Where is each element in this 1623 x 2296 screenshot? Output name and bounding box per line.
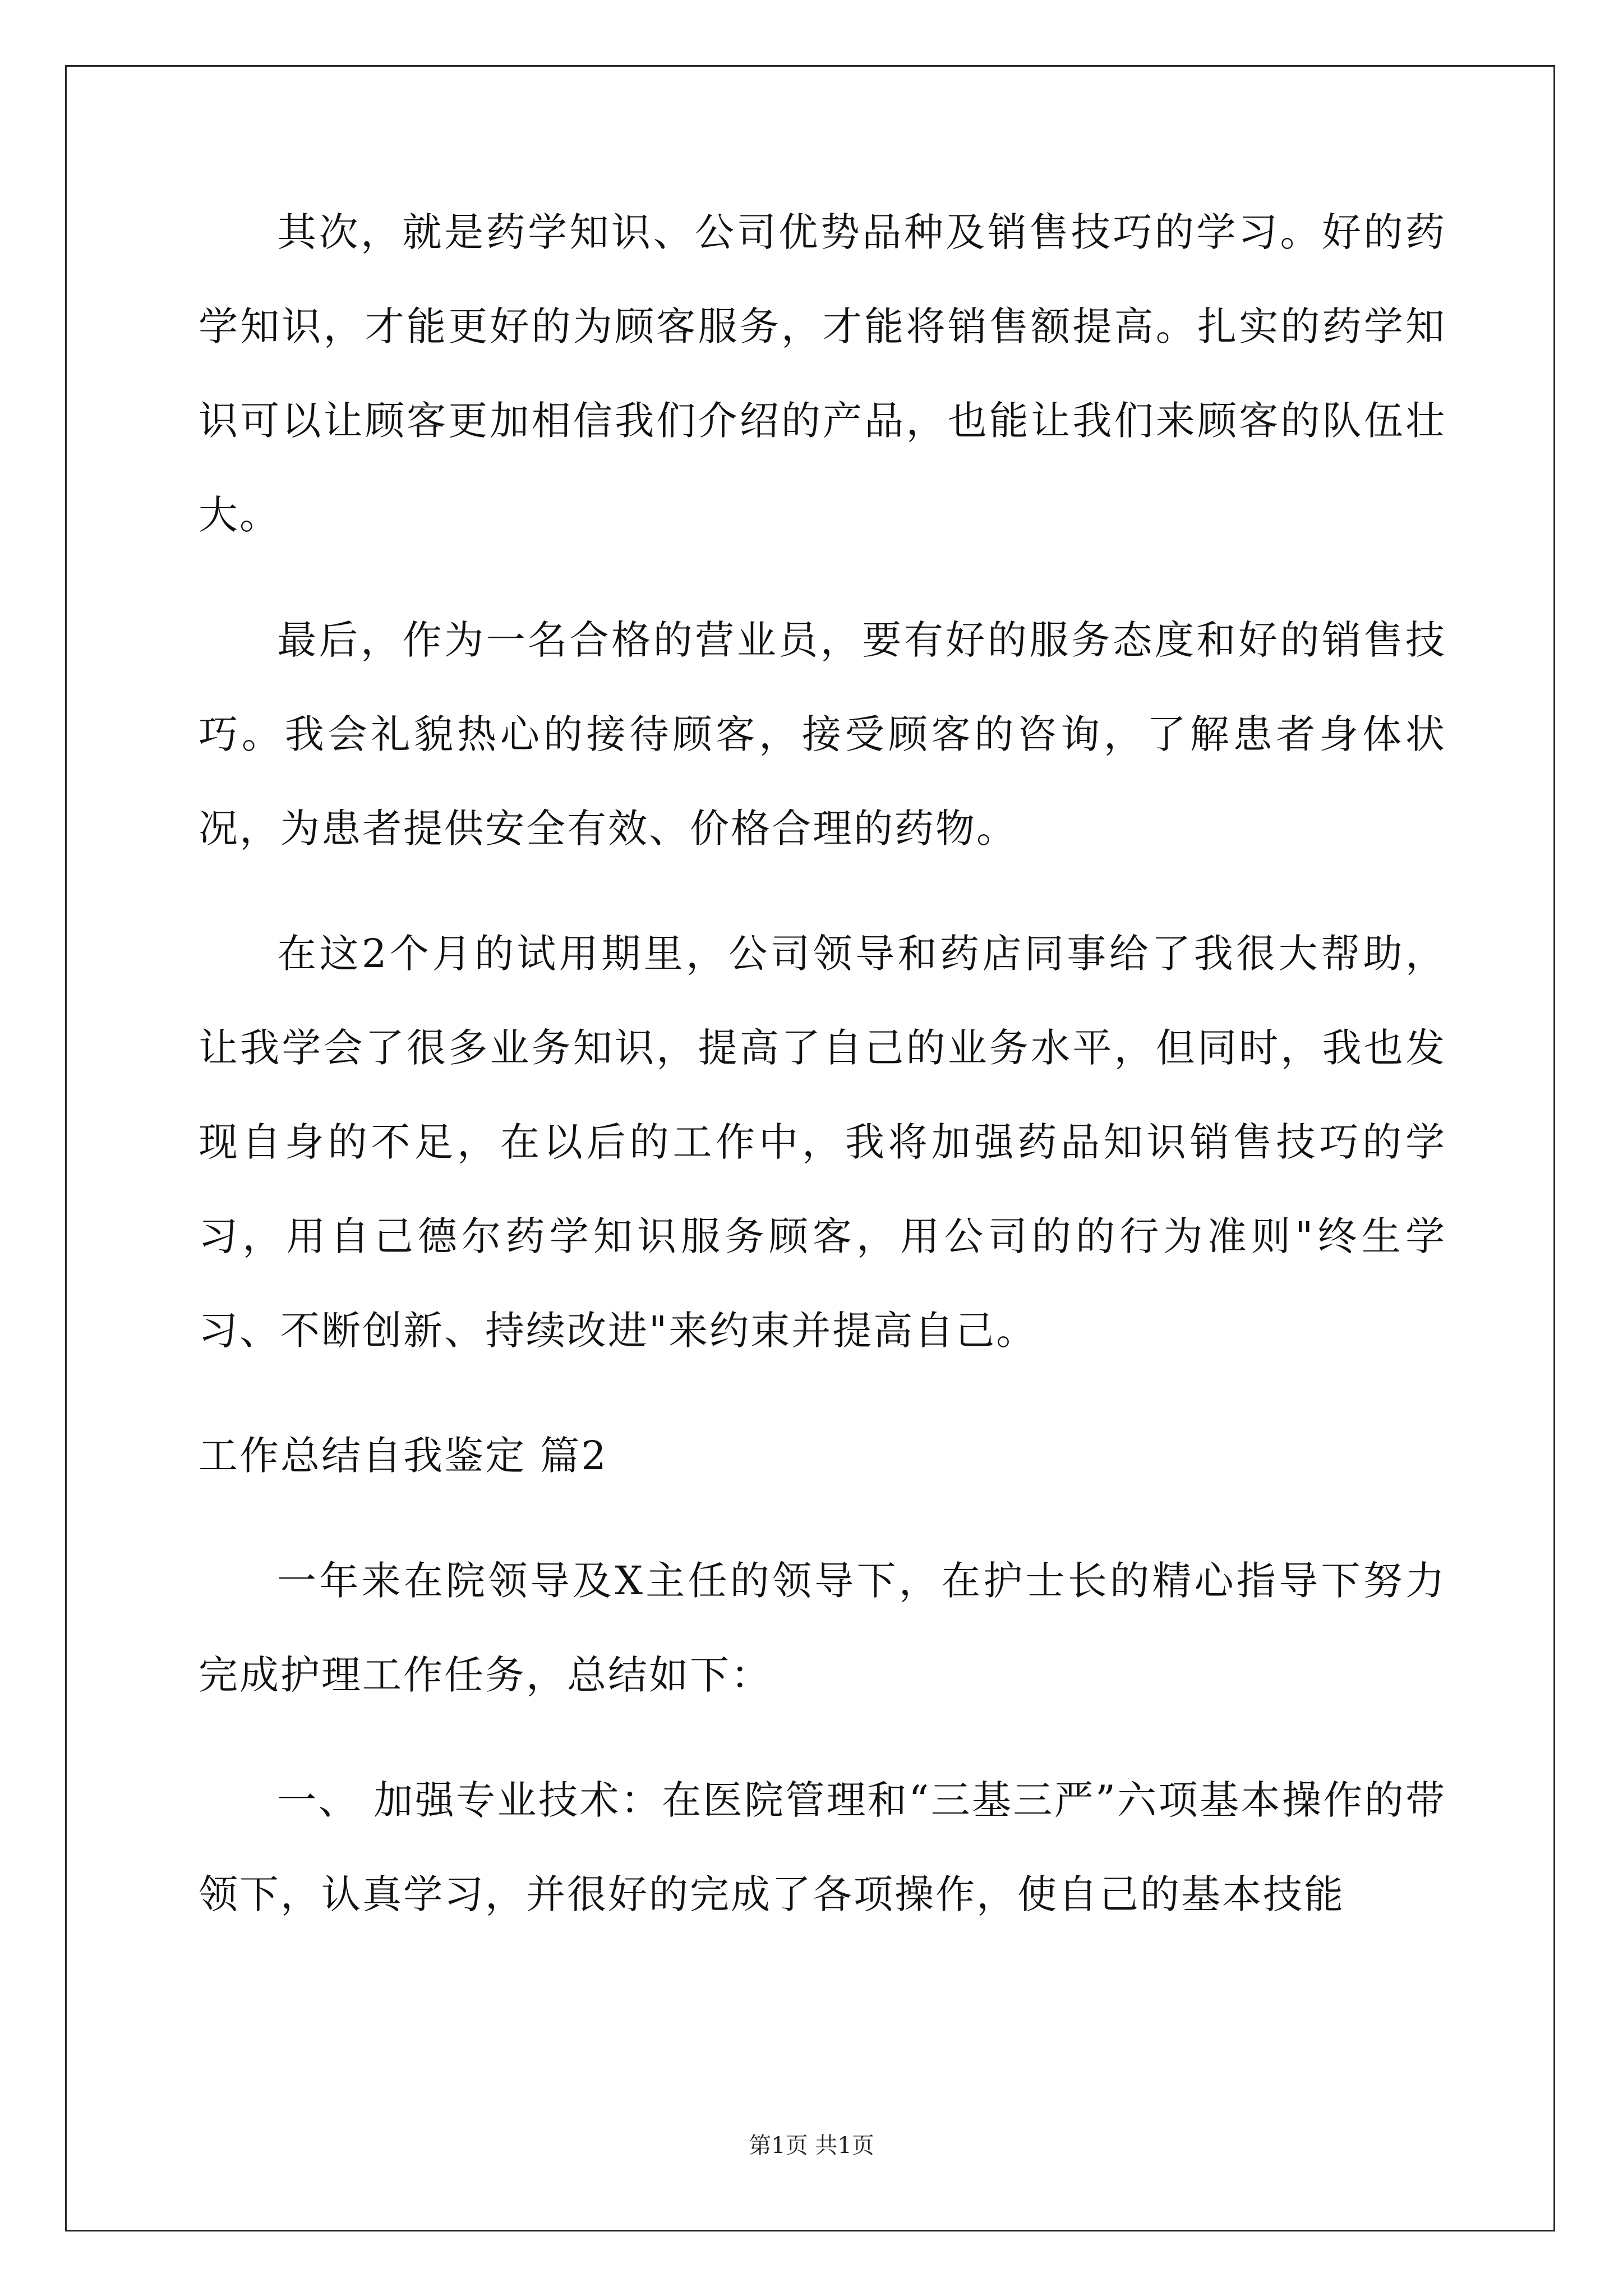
section-heading: 工作总结自我鉴定 篇2 bbox=[199, 1433, 608, 1479]
paragraph: 一、 加强专业技术：在医院管理和“三基三严”六项基本操作的带领下，认真学习，并很好的完成了各项操作，使自己的基本技能 bbox=[199, 1777, 1446, 1917]
paragraph: 其次，就是药学知识、公司优势品种及销售技巧的学习。好的药学知识，才能更好的为顾客服务，才能将销售额提高。扎实的药学知识可以让顾客更加相信我们介绍的产品，也能让我们来顾客的队伍壮大。 bbox=[199, 209, 1446, 538]
paragraph: 最后，作为一名合格的营业员，要有好的服务态度和好的销售技巧。我会礼貌热心的接待顾客，接受顾客的咨询，了解患者身体状况，为患者提供安全有效、价格合理的药物。 bbox=[199, 617, 1446, 852]
document-body bbox=[199, 185, 1446, 1972]
paragraph: 一年来在院领导及X主任的领导下，在护士长的精心指导下努力完成护理工作任务，总结如下： bbox=[199, 1558, 1446, 1698]
page-number-footer: 第1页 共1页 bbox=[749, 2133, 874, 2159]
paragraph: 在这2个月的试用期里，公司领导和药店同事给了我很大帮助，让我学会了很多业务知识，提高了自己的业务水平，但同时，我也发现自身的不足，在以后的工作中，我将加强药品知识销售技巧的学习，用自己德尔药学知识服务顾客，用公司的的行为准则"终生学习、不断创新、持续改进"来约束并提高自己。 bbox=[199, 931, 1446, 1354]
